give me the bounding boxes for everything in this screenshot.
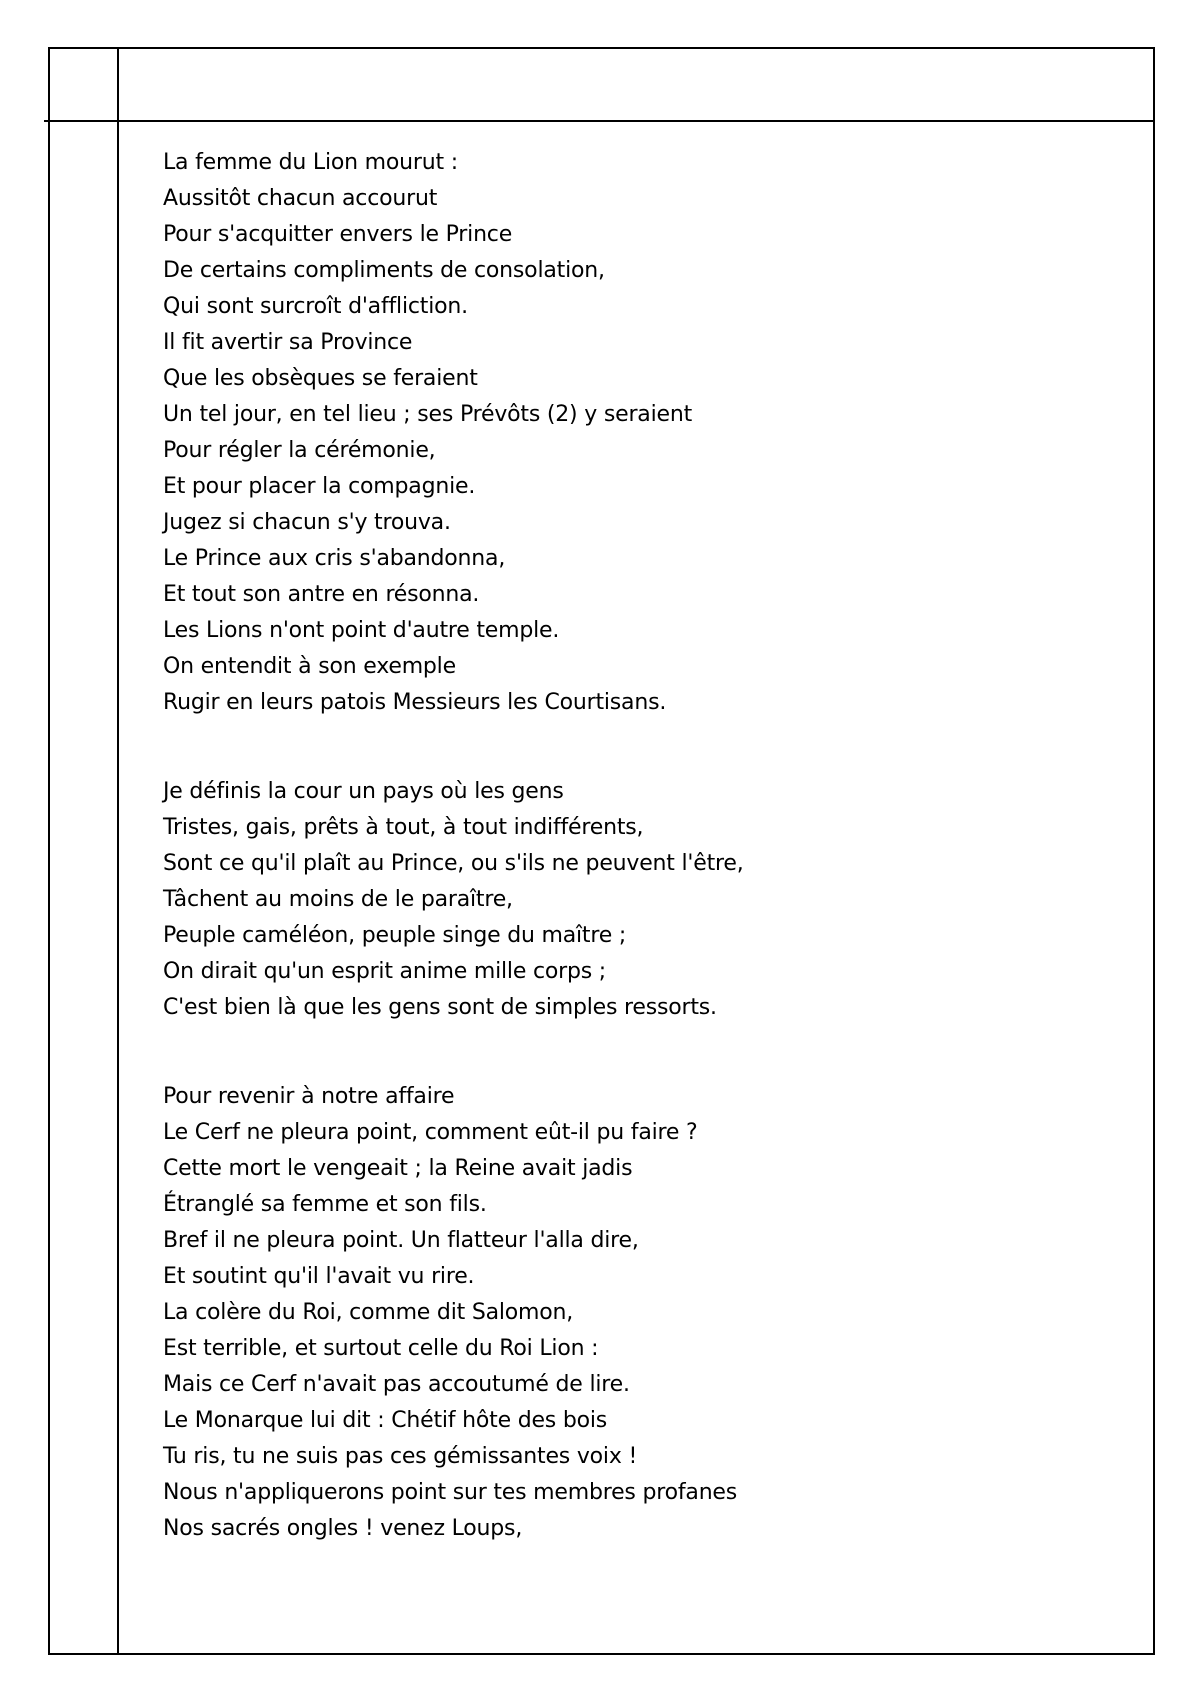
verse-line: Pour s'acquitter envers le Prince xyxy=(163,222,513,247)
verse-line: Un tel jour, en tel lieu ; ses Prévôts (2) y seraient xyxy=(163,402,692,427)
verse-line: De certains compliments de consolation, xyxy=(163,258,605,283)
verse-line: Tâchent au moins de le paraître, xyxy=(163,887,513,912)
verse-line: Peuple caméléon, peuple singe du maître ; xyxy=(163,923,627,948)
verse-line: La colère du Roi, comme dit Salomon, xyxy=(163,1300,574,1325)
verse-line: Bref il ne pleura point. Un flatteur l'alla dire, xyxy=(163,1228,639,1253)
verse-line: Et tout son antre en résonna. xyxy=(163,582,480,607)
verse-line: Pour régler la cérémonie, xyxy=(163,438,436,463)
verse-line: Étranglé sa femme et son fils. xyxy=(163,1192,487,1217)
verse-line: Tristes, gais, prêts à tout, à tout indifférents, xyxy=(163,815,644,840)
verse-line: On entendit à son exemple xyxy=(163,654,456,679)
verse-line: Est terrible, et surtout celle du Roi Lion : xyxy=(163,1336,599,1361)
left-margin-rule xyxy=(117,47,119,1655)
verse-line: Cette mort le vengeait ; la Reine avait jadis xyxy=(163,1156,633,1181)
stanza-2 xyxy=(163,774,1123,1026)
verse-line: Nous n'appliquerons point sur tes membres profanes xyxy=(163,1480,738,1505)
header-area xyxy=(119,49,1153,120)
verse-line: Le Monarque lui dit : Chétif hôte des bois xyxy=(163,1408,608,1433)
header-rule xyxy=(44,120,1155,122)
verse-line: Nos sacrés ongles ! venez Loups, xyxy=(163,1516,523,1541)
stanza-1 xyxy=(163,145,1123,721)
verse-line: La femme du Lion mourut : xyxy=(163,150,458,175)
verse-line: Aussitôt chacun accourut xyxy=(163,186,438,211)
verse-line: Il fit avertir sa Province xyxy=(163,330,413,355)
verse-line: Que les obsèques se feraient xyxy=(163,366,478,391)
verse-line: C'est bien là que les gens sont de simples ressorts. xyxy=(163,995,717,1020)
verse-line: Les Lions n'ont point d'autre temple. xyxy=(163,618,560,643)
stanza-3 xyxy=(163,1079,1123,1547)
verse-line: Pour revenir à notre affaire xyxy=(163,1084,455,1109)
verse-line: Et soutint qu'il l'avait vu rire. xyxy=(163,1264,475,1289)
verse-line: Mais ce Cerf n'avait pas accoutumé de lire. xyxy=(163,1372,630,1397)
verse-line: Et pour placer la compagnie. xyxy=(163,474,476,499)
verse-line: Qui sont surcroît d'affliction. xyxy=(163,294,468,319)
poem-text xyxy=(163,145,1123,1600)
verse-line: Jugez si chacun s'y trouva. xyxy=(163,510,451,535)
verse-line: Le Cerf ne pleura point, comment eût-il pu faire ? xyxy=(163,1120,698,1145)
verse-line: On dirait qu'un esprit anime mille corps ; xyxy=(163,959,606,984)
verse-line: Tu ris, tu ne suis pas ces gémissantes voix ! xyxy=(163,1444,638,1469)
verse-line: Le Prince aux cris s'abandonna, xyxy=(163,546,506,571)
verse-line: Sont ce qu'il plaît au Prince, ou s'ils ne peuvent l'être, xyxy=(163,851,744,876)
verse-line: Rugir en leurs patois Messieurs les Courtisans. xyxy=(163,690,667,715)
verse-line: Je définis la cour un pays où les gens xyxy=(163,779,564,804)
